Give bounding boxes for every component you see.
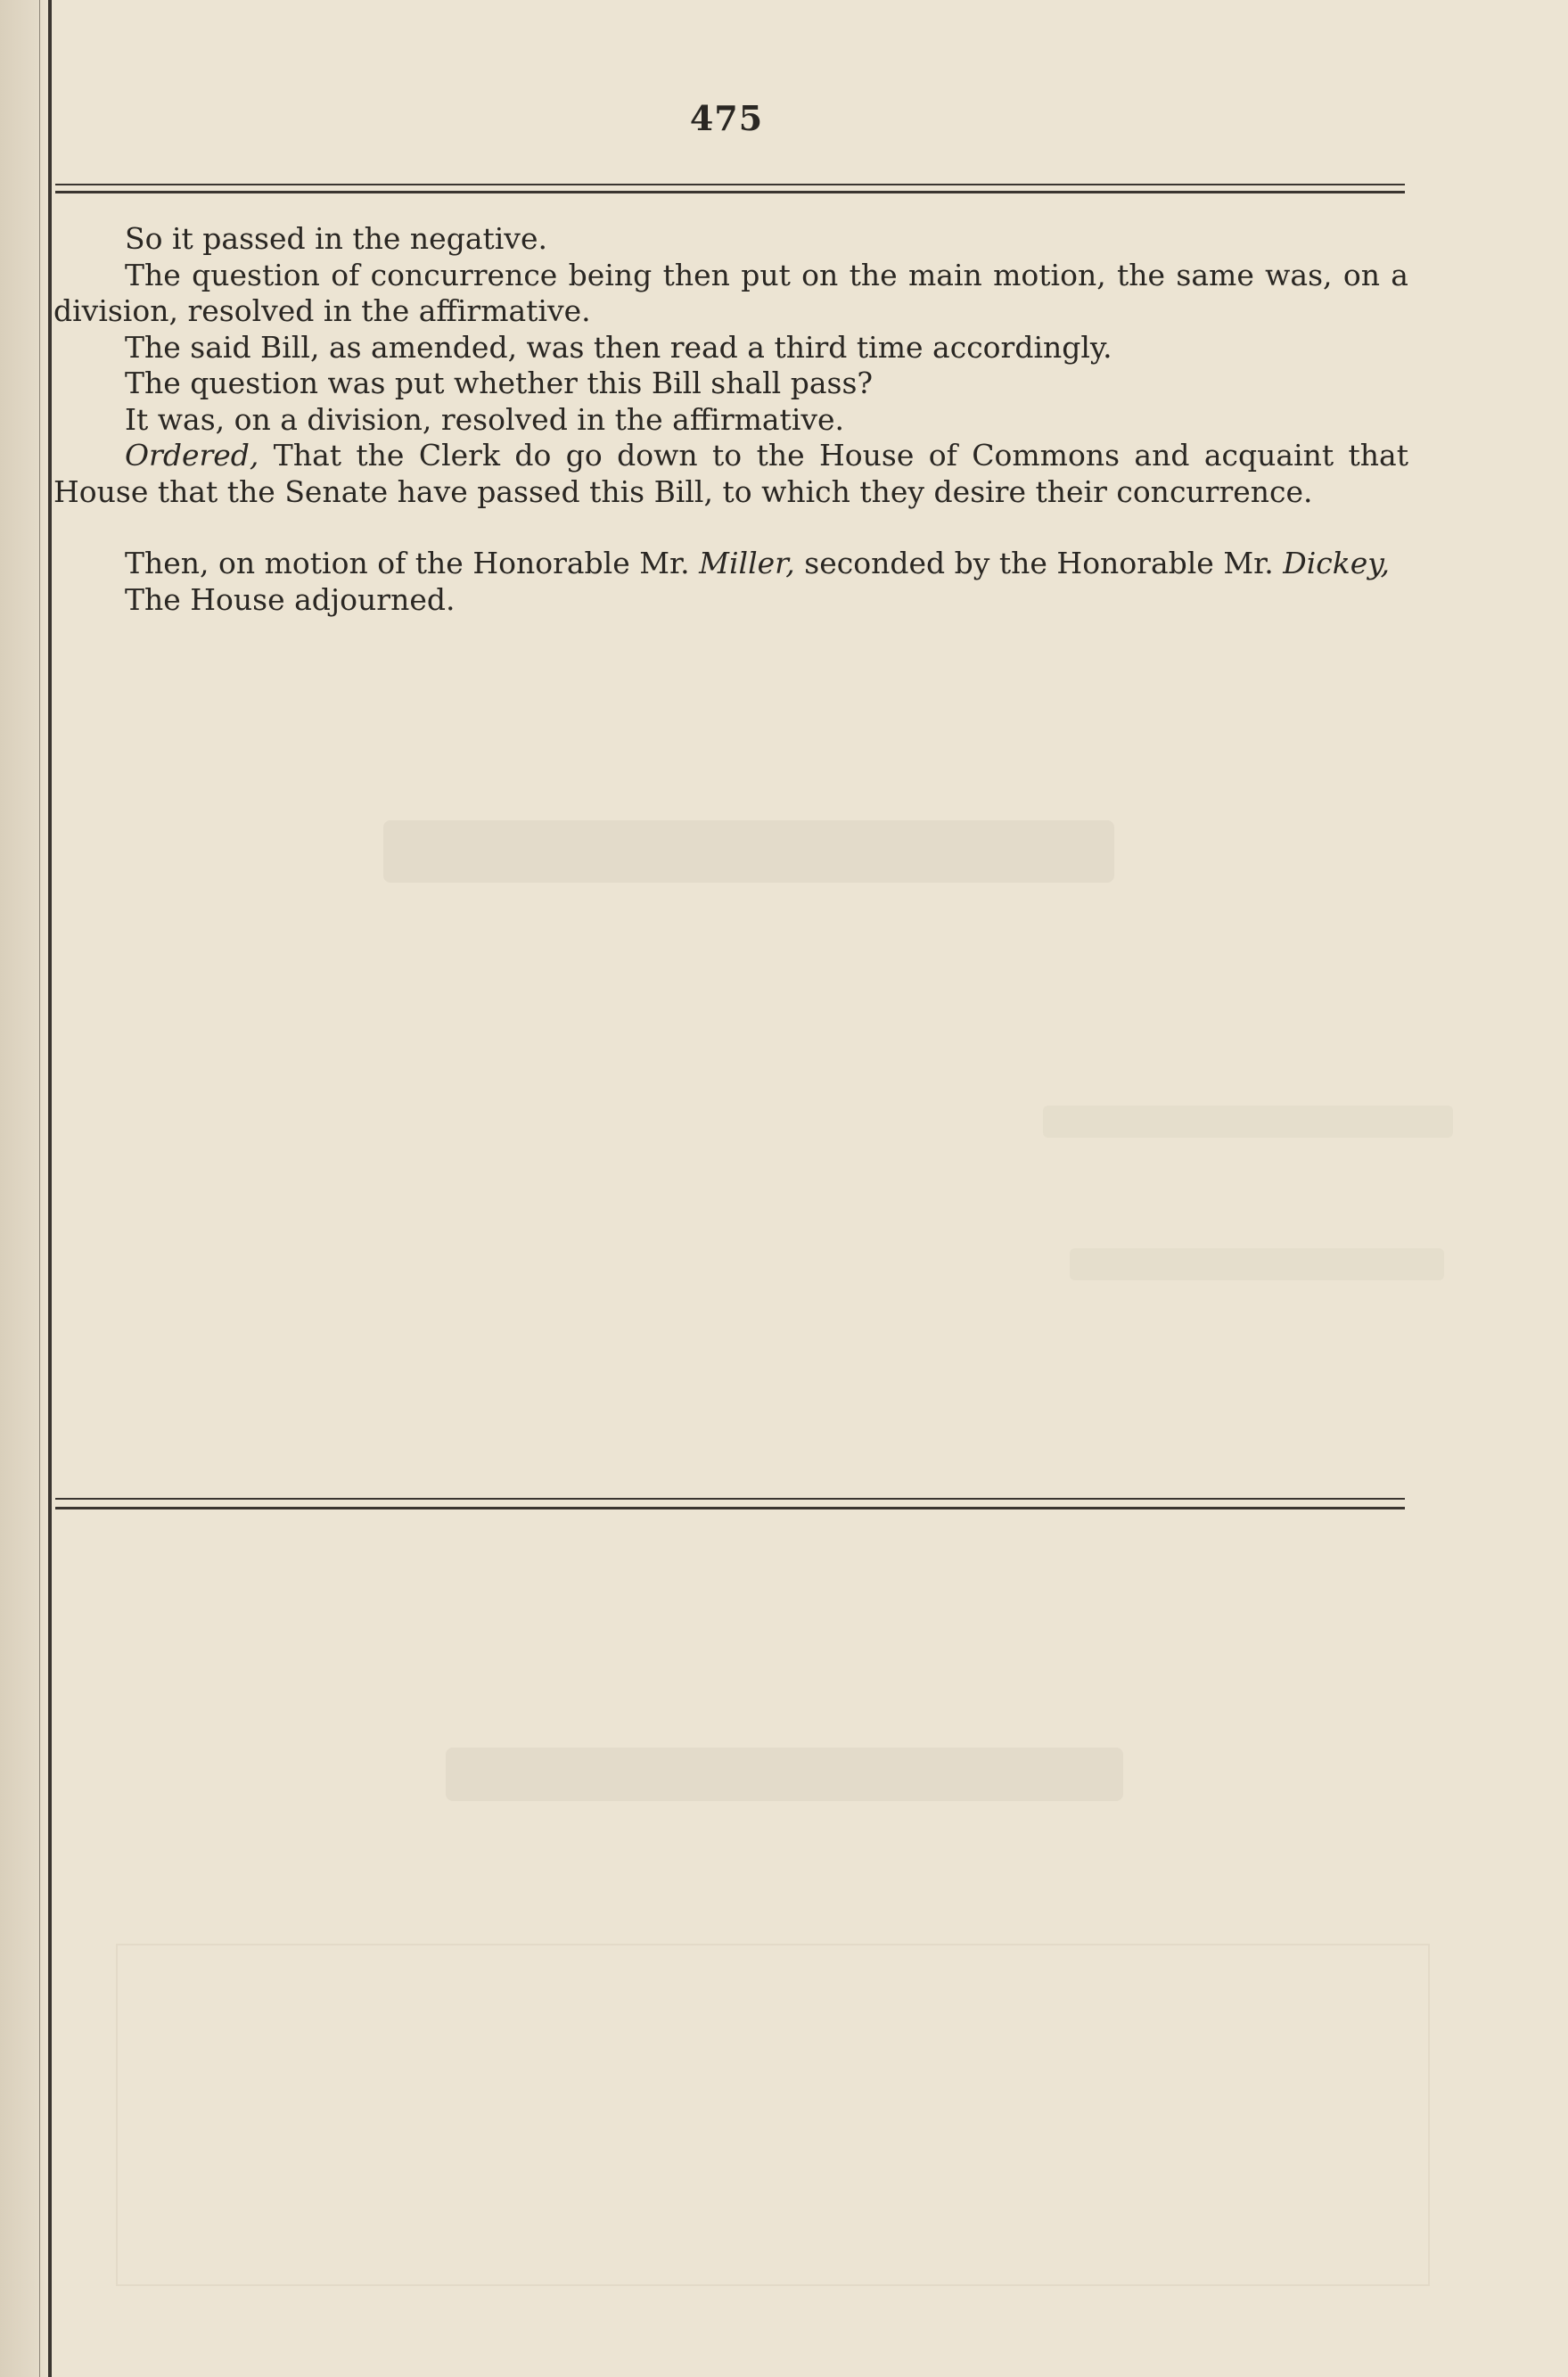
- top-rule-thin: [55, 184, 1405, 185]
- bleed-through-box: [116, 1944, 1430, 2286]
- paragraph-concurrence: The question of concurrence being then put on the main motion, the same was, on a division, resolved in the affirmative.: [53, 257, 1408, 328]
- paragraph-ordered: [53, 438, 1408, 510]
- binding-line: [48, 0, 52, 2377]
- paragraph-gap: [53, 510, 1408, 546]
- bottom-rule-thin: [55, 1498, 1405, 1500]
- bottom-rule-thick: [55, 1507, 1405, 1509]
- seconder-name: Dickey,: [1283, 546, 1391, 580]
- motion-text-start: Then, on motion of the Honorable Mr.: [125, 546, 700, 580]
- bleed-through-band-1: [383, 820, 1114, 883]
- paragraph-negative: So it passed in the negative.: [125, 221, 547, 256]
- binding-shadow: [39, 0, 40, 2377]
- bleed-through-band-4: [1070, 1248, 1444, 1280]
- paragraph-resolved: It was, on a division, resolved in the affirmative.: [125, 401, 845, 437]
- bleed-through-band-2: [446, 1748, 1123, 1801]
- paragraph-adjourned: The House adjourned.: [125, 581, 456, 617]
- ordered-label: Ordered,: [125, 438, 259, 473]
- journal-text: [53, 221, 1408, 618]
- page-number: 475: [689, 98, 764, 138]
- paragraph-question: The question was put whether this Bill shall pass?: [125, 366, 874, 400]
- bleed-through-band-3: [1043, 1106, 1453, 1138]
- binding-edge: [0, 0, 52, 2377]
- mover-name: Miller,: [699, 546, 795, 580]
- paragraph-third-reading: The said Bill, as amended, was then read a third time accordingly.: [125, 329, 1112, 365]
- ordered-text: That the Clerk do go down to the House of Commons and acquaint that House that the Senate have passed this Bill, to which they desire their concurrence.: [53, 438, 1408, 509]
- motion-text-middle: seconded by the Honorable Mr.: [794, 546, 1284, 580]
- paragraph-adjournment-motion: [53, 546, 1408, 582]
- top-rule-thick: [55, 191, 1405, 193]
